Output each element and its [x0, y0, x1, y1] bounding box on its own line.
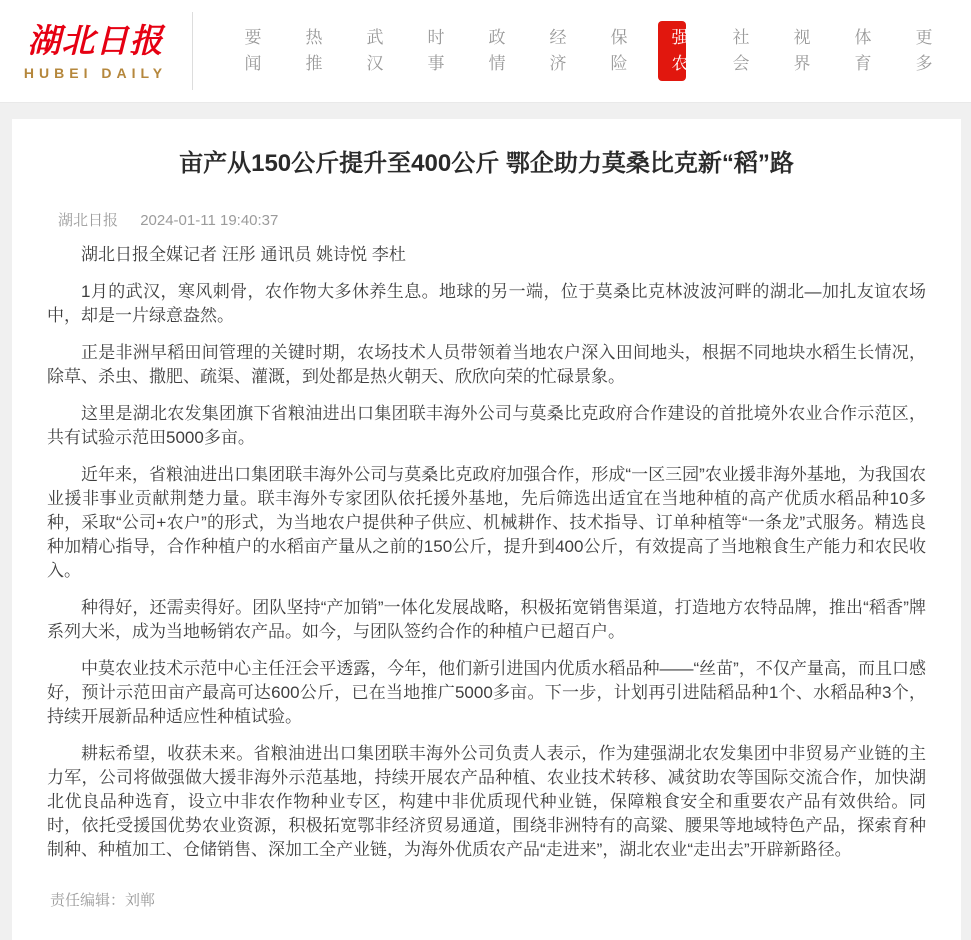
nav-item-wuhan[interactable]	[336, 21, 397, 81]
article-paragraph: 这里是湖北农发集团旗下省粮油进出口集团联丰海外公司与莫桑比克政府合作建设的首批境外农业合作示范区，共有试验示范田5000多亩。	[47, 404, 926, 447]
nav-item-baoxian[interactable]	[580, 21, 641, 81]
nav-item-more[interactable]	[885, 21, 946, 81]
nav-item-zhengqing[interactable]	[458, 21, 519, 81]
editor-credit: 责任编辑：刘郸	[50, 892, 156, 909]
article-paragraph: 种得好，还需卖得好。团队坚持“产加销”一体化发展战略，积极拓宽销售渠道，打造地方农特品牌，推出“稻香”牌系列大米，成为当地畅销农产品。如今，与团队签约合作的种植户已超百户。	[47, 598, 926, 641]
main-nav	[214, 21, 971, 81]
nav-item-label: 热推	[305, 28, 323, 73]
article-paragraph: 1月的武汉，寒风刺骨，农作物大多休养生息。地球的另一端，位于莫桑比克林波波河畔的湖北—加扎友谊农场中，却是一片绿意盎然。	[47, 282, 926, 325]
nav-item-label: 社会	[732, 28, 750, 73]
nav-item-shijie[interactable]	[763, 21, 824, 81]
masthead-logo[interactable]	[14, 22, 177, 81]
nav-item-jingji[interactable]	[519, 21, 580, 81]
article-body	[47, 243, 926, 862]
nav-item-shishi[interactable]	[397, 21, 458, 81]
nav-item-label: 保险	[610, 28, 628, 73]
nav-item-yaowen[interactable]	[214, 21, 275, 81]
nav-item-label: 政情	[488, 28, 506, 73]
article-title: 亩产从150公斤提升至400公斤 鄂企助力莫桑比克新“稻”路	[179, 150, 794, 177]
nav-item-label: 强农	[658, 21, 686, 81]
logo-english-subtitle: HUBEI DAILY	[23, 64, 168, 81]
article-card	[12, 119, 961, 940]
site-header	[0, 0, 971, 103]
header-divider	[192, 12, 193, 90]
nav-item-label: 体育	[854, 28, 872, 73]
article-byline	[47, 209, 926, 230]
nav-item-retui[interactable]	[275, 21, 336, 81]
article-paragraph: 近年来，省粮油进出口集团联丰海外公司与莫桑比克政府加强合作，形成“一区三园”农业援非海外基地，为我国农业援非事业贡献荆楚力量。联丰海外专家团队依托援外基地，先后筛选出适宜在当地种植的高产优质水稻品种10多种，采取“公司+农户”的形式，为当地农户提供种子供应、机械耕作、技术指导、订单种植等“一条龙”式服务。精选良种加精心指导，合作种植户的水稻亩产量从之前的150公斤，提升到400公斤，有效提高了当地粮食生产能力和农民收入。	[47, 465, 926, 580]
article-timestamp: 2024-01-11 19:40:37	[140, 212, 279, 229]
article-paragraph: 正是非洲早稻田间管理的关键时期，农场技术人员带领着当地农户深入田间地头，根据不同地块水稻生长情况，除草、杀虫、撒肥、疏渠、灌溉，到处都是热火朝天、欣欣向荣的忙碌景象。	[47, 343, 926, 386]
nav-item-label: 经济	[549, 28, 567, 73]
nav-item-qiangnong-active[interactable]	[641, 21, 702, 81]
nav-item-label: 武汉	[366, 28, 384, 73]
article-paragraph: 中莫农业技术示范中心主任汪会平透露，今年，他们新引进国内优质水稻品种——“丝苗”，不仅产量高，而且口感好，预计示范田亩产最高可达600公斤，已在当地推广5000多亩。下一步，计划再引进陆稻品种1个、水稻品种3个，持续开展新品种适应性种植试验。	[47, 659, 926, 726]
nav-item-label: 时事	[427, 28, 445, 73]
article-authors-line: 湖北日报全媒记者 汪彤 通讯员 姚诗悦 李杜	[81, 245, 406, 264]
nav-item-label: 视界	[793, 28, 811, 73]
nav-item-label: 更多	[915, 28, 933, 73]
logo-chinese-title: 湖北日报	[27, 20, 164, 60]
article-paragraph: 耕耘希望，收获未来。省粮油进出口集团联丰海外公司负责人表示，作为建强湖北农发集团中非贸易产业链的主力军，公司将做强做大援非海外示范基地，持续开展农产品种植、农业技术转移、减贫助农等国际交流合作，加快湖北优良品种选育，设立中非农作物种业专区，构建中非优质现代种业链，保障粮食安全和重要农产品有效供给。同时，依托受援国优势农业资源，积极拓宽鄂非经济贸易通道，围绕非洲特有的高粱、腰果等地域特色产品，探索育种制种、种植加工、仓储销售、深加工全产业链，为海外优质农产品“走进来”，湖北农业“走出去”开辟新路径。	[47, 744, 926, 859]
nav-item-label: 要闻	[244, 28, 262, 73]
nav-item-tiyu[interactable]	[824, 21, 885, 81]
nav-item-shehui[interactable]	[702, 21, 763, 81]
article-source: 湖北日报	[58, 212, 119, 229]
